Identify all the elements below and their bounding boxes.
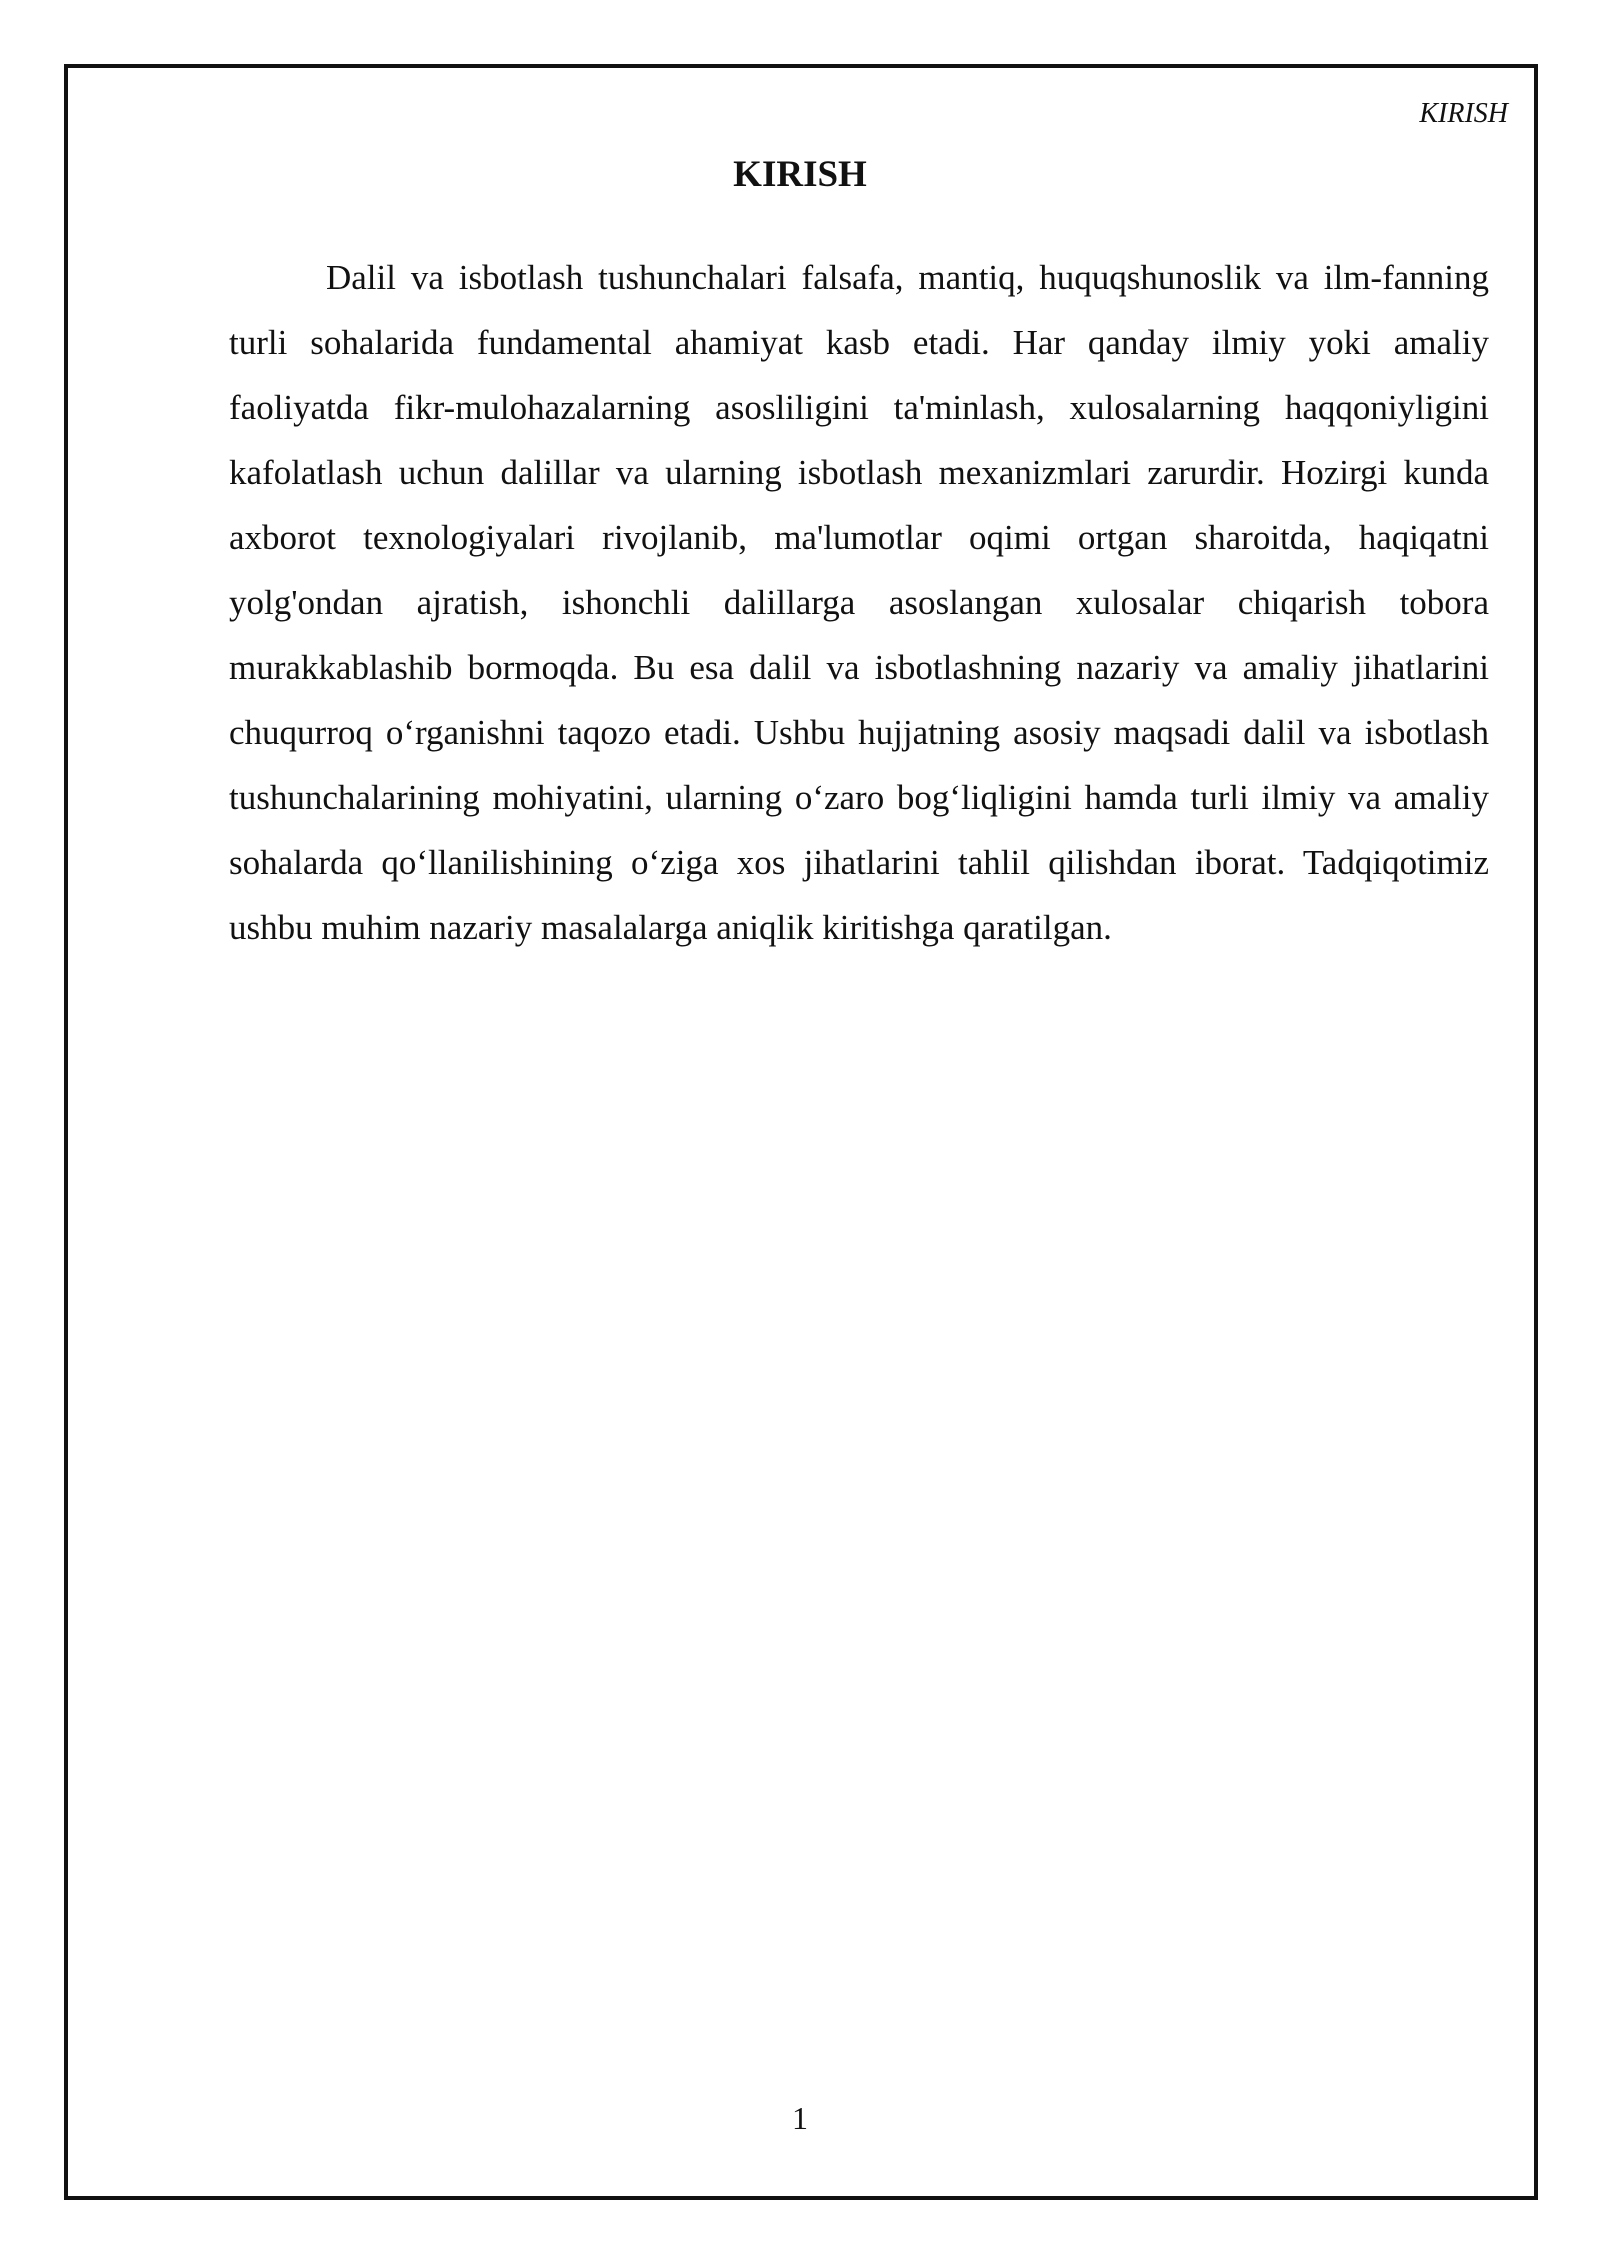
page-title: KIRISH bbox=[733, 154, 867, 195]
running-header-title: KIRISH bbox=[1419, 98, 1508, 129]
page-number: 1 bbox=[792, 2100, 808, 2136]
body-paragraph: Dalil va isbotlash tushunchalari falsafa, mantiq, huquqshunoslik va ilm-fanning turli sohalarida fundamental ahamiyat kasb etadi. Har qanday ilmiy yoki amaliy faoliyatda fikr-mulohazalarning asosliligini ta'minlash, xulosalarning haqqoniyligini kafolatlash uchun dalillar va ularning isbotlash mexanizmlari zarurdir. Hozirgi kunda axborot texnologiyalari rivojlanib, ma'lumotlar oqimi ortgan sharoitda, haqiqatni yolg'ondan ajratish, ishonchli dalillarga asoslangan xulosalar chiqarish tobora murakkablashib bormoqda. Bu esa dalil va isbotlashning nazariy va amaliy jihatlarini chuqurroq o‘rganishni taqozo etadi. Ushbu hujjatning asosiy maqsadi dalil va isbotlash tushunchalarining mohiyatini, ularning o‘zaro bog‘liqligini hamda turli ilmiy va amaliy sohalarda qo‘llanilishining o‘ziga xos jihatlarini tahlil qilishdan iborat. Tadqiqotimiz ushbu muhim nazariy masalalarga aniqlik kiritishga qaratilgan. bbox=[229, 258, 1489, 947]
